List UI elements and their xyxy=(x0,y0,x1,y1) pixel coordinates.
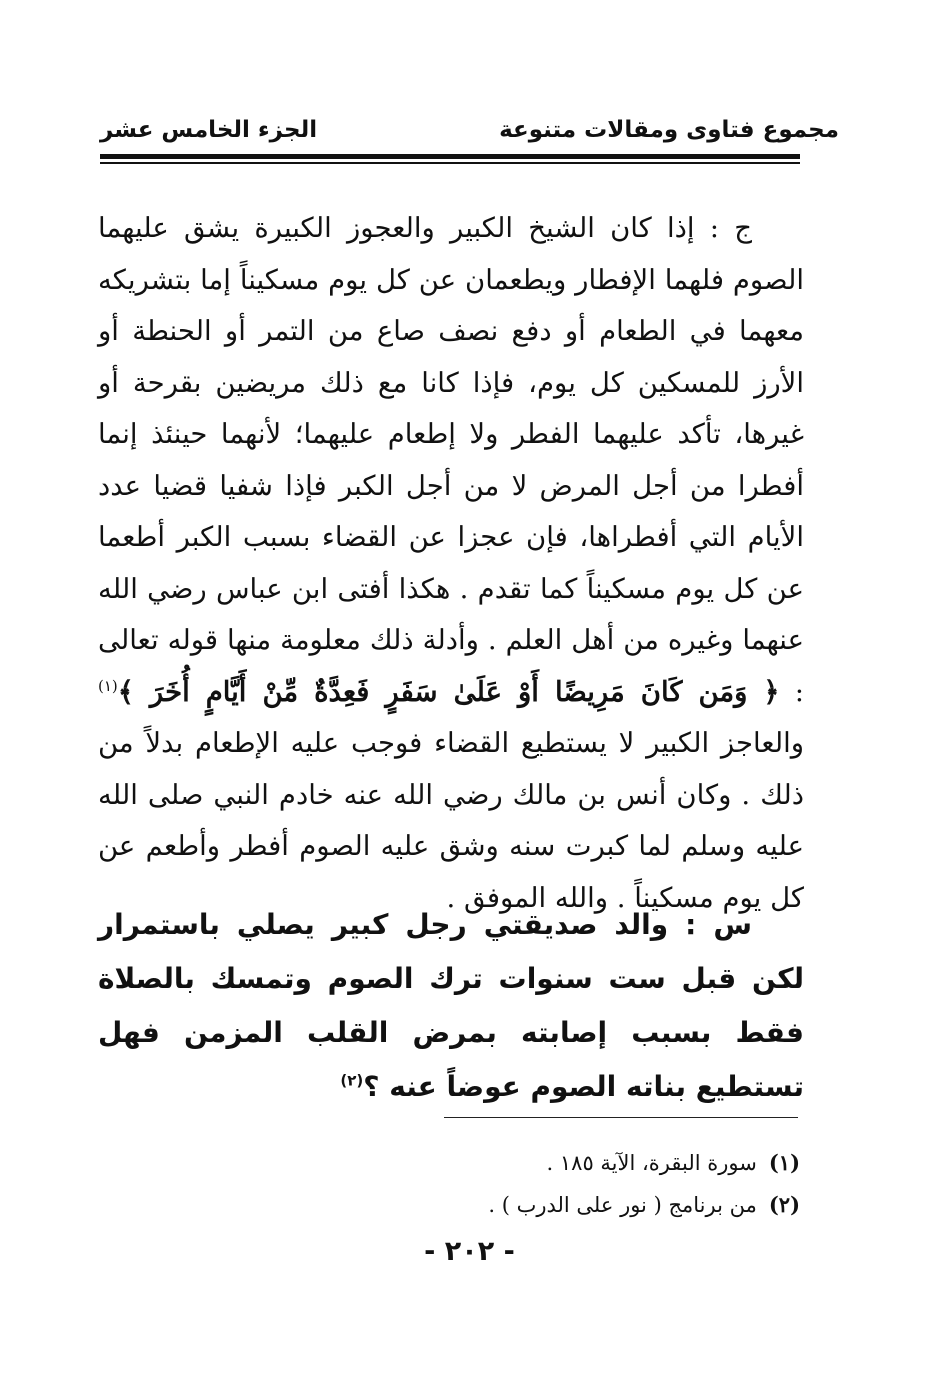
footnote-1 xyxy=(300,1142,800,1184)
answer-section xyxy=(98,203,804,924)
volume-label: الجزء الخامس عشر xyxy=(100,117,318,143)
header-rule-thick xyxy=(100,154,800,159)
footnote-ref-1: (١) xyxy=(98,676,118,695)
footnote-ref-2: (٢) xyxy=(340,1071,364,1090)
running-header xyxy=(100,110,839,150)
footnote-text: من برنامج ( نور على الدرب ) . xyxy=(488,1193,757,1217)
book-title: مجموع فتاوى ومقالات متنوعة xyxy=(499,117,839,143)
answer-text-after: والعاجز الكبير لا يستطيع القضاء فوجب عليه الإطعام بدلاً من ذلك . وكان أنس بن مالك رضي الله عنه خادم النبي صلى الله عليه وسلم لما كبرت سنه وشق عليه الصوم أفطر وأطعم عن كل يوم مسكيناً . والله الموفق . xyxy=(98,727,804,914)
footnote-number: (١) xyxy=(768,1150,800,1175)
footnotes xyxy=(300,1142,800,1226)
header-rule-thin xyxy=(100,162,800,164)
question-section xyxy=(98,898,804,1114)
footnote-separator xyxy=(444,1117,798,1118)
question-paragraph xyxy=(98,898,804,1114)
answer-paragraph xyxy=(98,203,804,924)
answer-text-before: ج : إذا كان الشيخ الكبير والعجوز الكبيرة يشق عليهما الصوم فلهما الإفطار ويطعمان عن كل يوم مسكيناً إما بتشريكه معهما في الطعام أو دفع نصف صاع من التمر أو الحنطة أو الأرز للمسكين كل يوم، فإذا كانا مع ذلك مريضين بقرحة أو غيرها، تأكد عليهما الفطر ولا إطعام عليهما؛ لأنهما حينئذ إنما أفطرا من أجل المرض لا من أجل الكبر فإذا شفيا قضيا عدد الأيام التي أفطراها، فإن عجزا عن القضاء بسبب الكبر أطعما عن كل يوم مسكيناً كما تقدم . هكذا أفتى ابن عباس رضي الله عنهما وغيره من أهل العلم . وأدلة ذلك معلومة منها قوله تعالى : xyxy=(98,212,804,708)
footnote-text: سورة البقرة، الآية ١٨٥ . xyxy=(546,1151,757,1175)
question-text: س : والد صديقتي رجل كبير يصلي باستمرار لكن قبل ست سنوات ترك الصوم وتمسك بالصلاة فقط بسبب إصابته بمرض القلب المزمن فهل تستطيع بناته الصوم عوضاً عنه ؟ xyxy=(98,908,804,1103)
footnote-number: (٢) xyxy=(768,1192,800,1217)
page-number: - ٢٠٢ - xyxy=(424,1236,515,1267)
quran-verse: ﴿ وَمَن كَانَ مَرِيضًا أَوْ عَلَىٰ سَفَرٍ فَعِدَّةٌ مِّنْ أَيَّامٍ أُخَرَ ﴾ xyxy=(117,675,780,708)
footnote-2 xyxy=(300,1184,800,1226)
